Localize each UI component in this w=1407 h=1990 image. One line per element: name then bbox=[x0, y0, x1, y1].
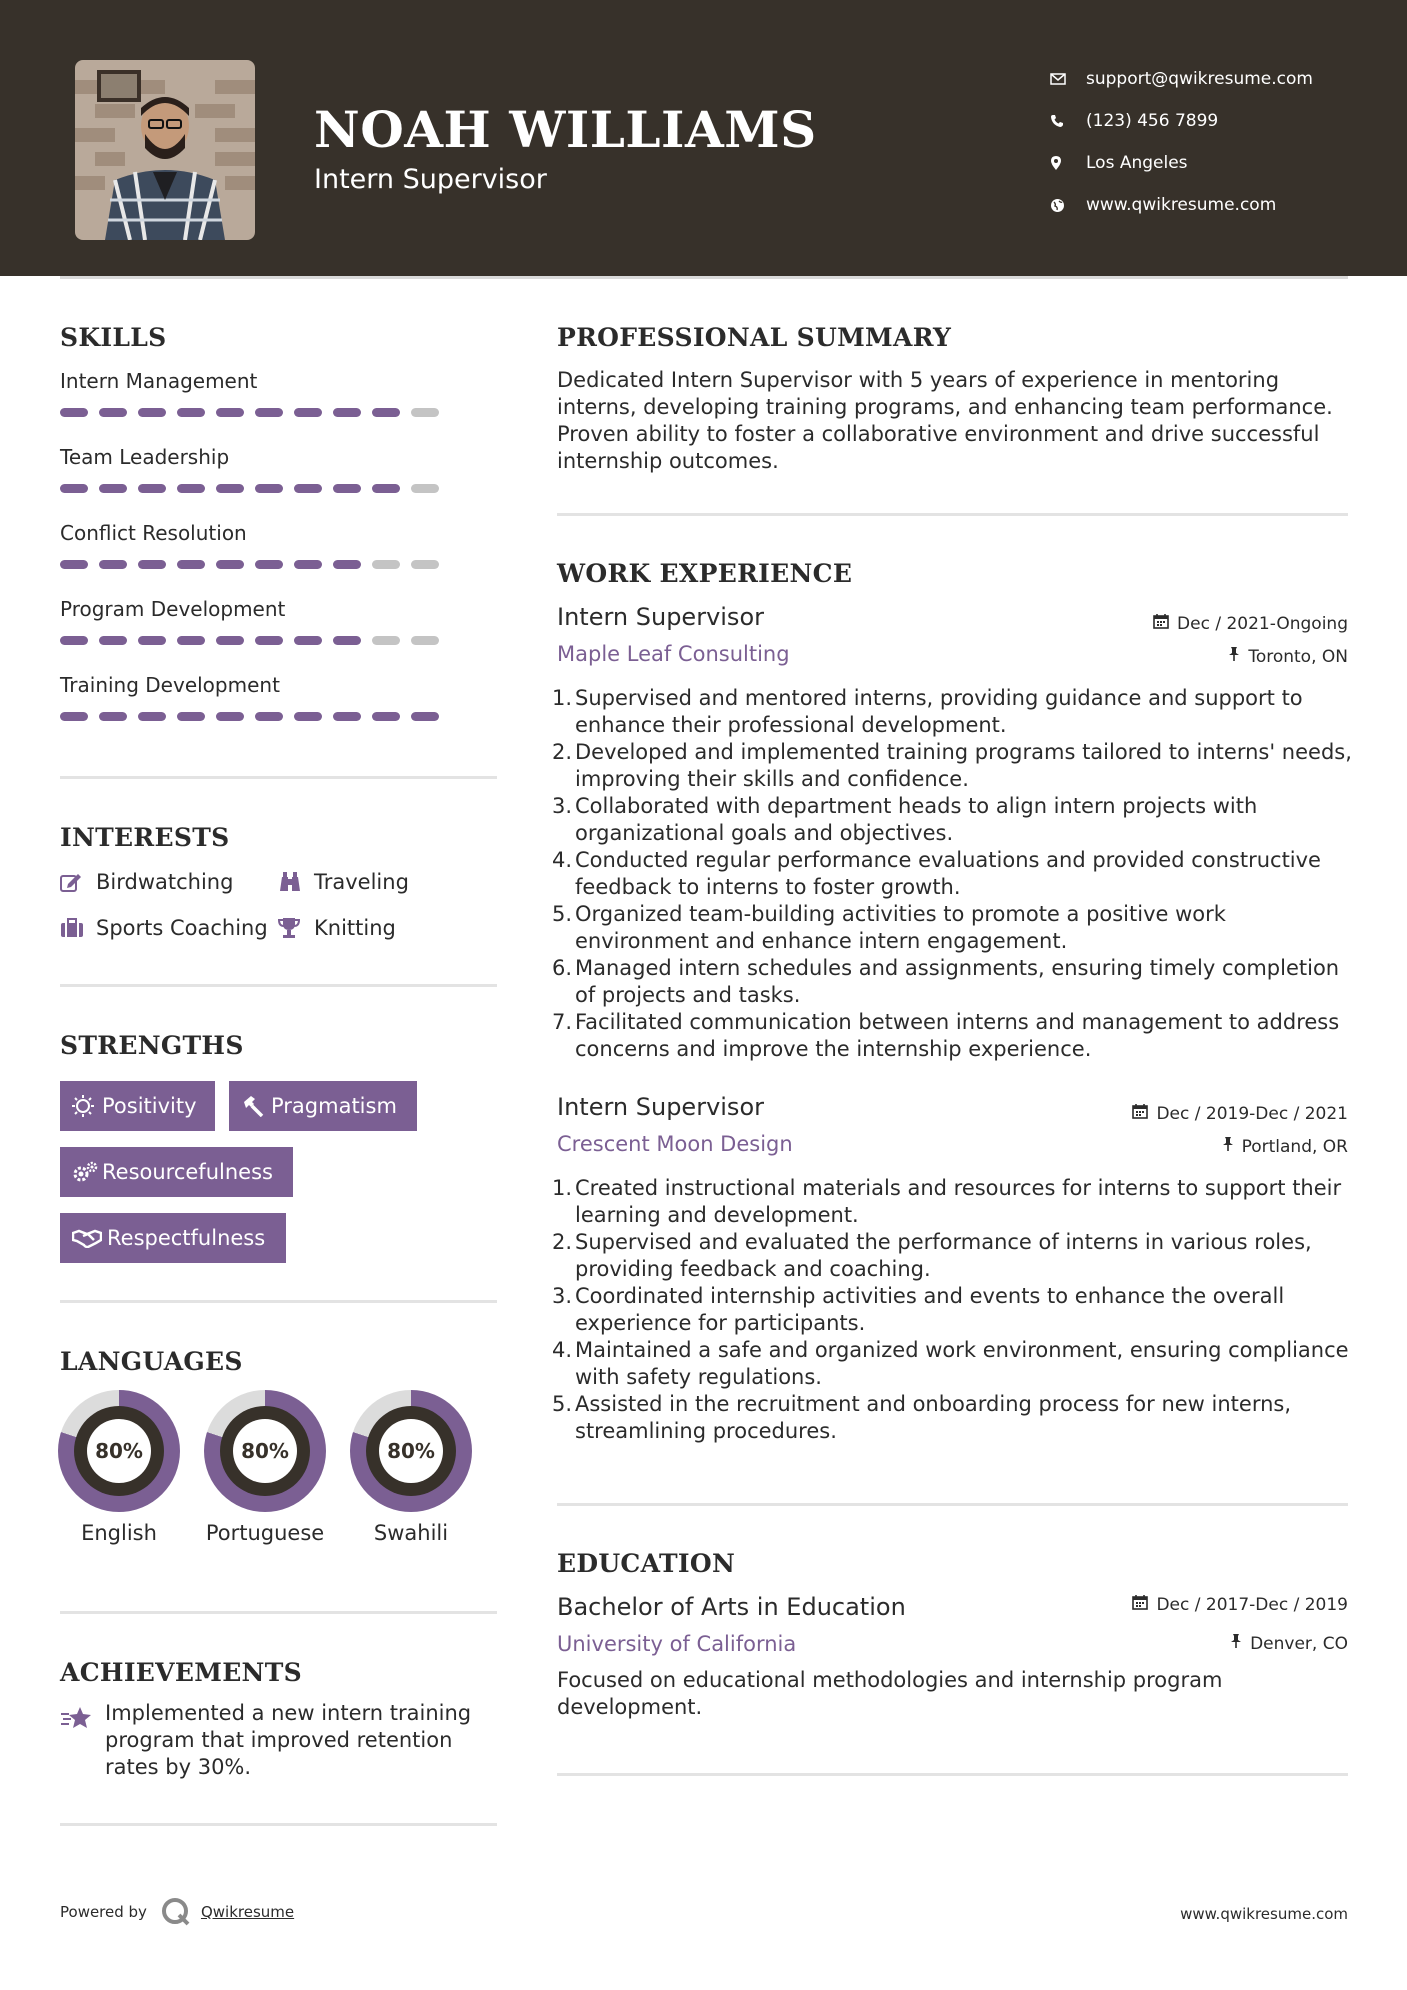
education-dates-text: Dec / 2017-Dec / 2019 bbox=[1156, 1594, 1348, 1615]
handshake-icon bbox=[72, 1228, 107, 1248]
job-title: Intern Supervisor bbox=[557, 603, 764, 631]
rating-dot-filled bbox=[60, 636, 88, 645]
list-number: 1. bbox=[552, 1176, 573, 1200]
responsibility-item bbox=[552, 1337, 1352, 1391]
skill-item bbox=[60, 670, 460, 746]
rating-dot-filled bbox=[255, 560, 283, 569]
briefcase-icon bbox=[60, 918, 96, 938]
language-item bbox=[58, 1390, 180, 1547]
language-progress-ring bbox=[58, 1390, 180, 1512]
rating-dot-filled bbox=[138, 484, 166, 493]
responsibility-text: Supervised and evaluated the performance of interns in various roles, providing feedback and coaching. bbox=[575, 1230, 1312, 1281]
skill-name: Team Leadership bbox=[60, 445, 230, 469]
pushpin-icon bbox=[1230, 1633, 1242, 1654]
job-dates-text: Dec / 2021-Ongoing bbox=[1177, 613, 1348, 634]
responsibility-text: Organized team-building activities to promote a positive work environment and enhance intern engagement. bbox=[575, 902, 1226, 953]
strength-label: Positivity bbox=[102, 1094, 197, 1118]
skill-rating bbox=[60, 712, 460, 721]
achievement-item bbox=[60, 1700, 500, 1781]
list-number: 5. bbox=[552, 902, 573, 926]
rating-dot-filled bbox=[138, 560, 166, 569]
rating-dot-filled bbox=[216, 636, 244, 645]
job-location bbox=[1222, 1136, 1348, 1157]
profile-photo bbox=[75, 60, 255, 240]
contact-email-text: support@qwikresume.com bbox=[1086, 69, 1313, 89]
job-dates bbox=[1132, 1103, 1348, 1124]
rating-dot-filled bbox=[255, 484, 283, 493]
responsibility-item bbox=[552, 901, 1352, 955]
section-divider bbox=[60, 1611, 497, 1614]
rating-dot-filled bbox=[177, 636, 205, 645]
skill-rating bbox=[60, 636, 460, 645]
list-number: 2. bbox=[552, 1230, 573, 1254]
footer-website[interactable]: www.qwikresume.com bbox=[1180, 1905, 1348, 1923]
job-dates-text: Dec / 2019-Dec / 2021 bbox=[1156, 1103, 1348, 1124]
rating-dot-filled bbox=[294, 712, 322, 721]
job-dates bbox=[1153, 613, 1348, 634]
candidate-role: Intern Supervisor bbox=[314, 164, 547, 195]
rating-dot-empty bbox=[411, 484, 439, 493]
achievement-text: Implemented a new intern training program that improved retention rates by 30%. bbox=[105, 1701, 472, 1779]
interests-heading: INTERESTS bbox=[60, 823, 230, 852]
skill-item bbox=[60, 442, 460, 518]
rating-dot-filled bbox=[99, 408, 127, 417]
responsibility-item bbox=[552, 739, 1352, 793]
rating-dot-filled bbox=[372, 712, 400, 721]
rating-dot-filled bbox=[216, 484, 244, 493]
contact-email[interactable] bbox=[1050, 58, 1313, 100]
calendar-icon bbox=[1132, 1594, 1148, 1615]
language-item bbox=[204, 1390, 326, 1547]
footer-powered-by bbox=[60, 1897, 294, 1927]
rating-dot-filled bbox=[333, 484, 361, 493]
responsibility-text: Facilitated communication between interns and management to address concerns and improve the internship experience. bbox=[575, 1010, 1340, 1061]
shooting-star-icon bbox=[60, 1700, 105, 1781]
responsibility-text: Coordinated internship activities and events to enhance the overall experience for participants. bbox=[575, 1284, 1285, 1335]
education-description: Focused on educational methodologies and internship program development. bbox=[557, 1668, 1223, 1719]
calendar-icon bbox=[1132, 1103, 1148, 1124]
interest-item bbox=[278, 866, 478, 898]
skill-name: Program Development bbox=[60, 597, 286, 621]
responsibility-item bbox=[552, 1283, 1352, 1337]
sun-icon bbox=[72, 1095, 102, 1117]
rating-dot-filled bbox=[177, 712, 205, 721]
skills-heading: SKILLS bbox=[60, 323, 167, 352]
achievements-heading: ACHIEVEMENTS bbox=[60, 1658, 302, 1687]
rating-dot-filled bbox=[294, 484, 322, 493]
pushpin-icon bbox=[1228, 646, 1240, 667]
section-divider bbox=[60, 984, 497, 987]
language-name: Portuguese bbox=[205, 1521, 325, 1545]
rating-dot-filled bbox=[255, 636, 283, 645]
job-location-text: Toronto, ON bbox=[1248, 646, 1348, 667]
list-number: 5. bbox=[552, 1392, 573, 1416]
job-location bbox=[1228, 646, 1348, 667]
contact-phone[interactable] bbox=[1050, 100, 1313, 142]
rating-dot-filled bbox=[60, 560, 88, 569]
contact-website[interactable] bbox=[1050, 184, 1313, 226]
responsibility-item bbox=[552, 847, 1352, 901]
language-percent: 80% bbox=[379, 1419, 443, 1483]
rating-dot-filled bbox=[333, 636, 361, 645]
rating-dot-filled bbox=[99, 484, 127, 493]
map-pin-icon bbox=[1050, 155, 1086, 171]
interest-item bbox=[60, 912, 278, 944]
list-number: 6. bbox=[552, 956, 573, 980]
trophy-icon bbox=[278, 917, 314, 939]
interests-list bbox=[60, 866, 480, 944]
interest-item bbox=[278, 912, 478, 944]
strength-badge bbox=[229, 1081, 417, 1131]
list-number: 2. bbox=[552, 740, 573, 764]
experience-heading: WORK EXPERIENCE bbox=[557, 559, 853, 588]
gears-icon bbox=[72, 1161, 102, 1183]
strength-badge bbox=[60, 1081, 215, 1131]
pushpin-icon bbox=[1222, 1136, 1234, 1157]
responsibility-item bbox=[552, 1009, 1352, 1063]
summary-text: Dedicated Intern Supervisor with 5 years of experience in mentoring interns, developing training programs, and enhancing team performance. Proven ability to foster a collaborative environment and drive successful internship outcomes. bbox=[557, 368, 1333, 473]
rating-dot-filled bbox=[60, 484, 88, 493]
responsibility-text: Collaborated with department heads to align intern projects with organizational goals and objectives. bbox=[575, 794, 1258, 845]
list-number: 4. bbox=[552, 1338, 573, 1362]
rating-dot-filled bbox=[99, 712, 127, 721]
education-location-text: Denver, CO bbox=[1250, 1633, 1348, 1654]
rating-dot-filled bbox=[294, 636, 322, 645]
section-divider bbox=[60, 776, 497, 779]
binoculars-icon bbox=[278, 871, 314, 893]
language-item bbox=[350, 1390, 472, 1547]
languages-heading: LANGUAGES bbox=[60, 1347, 243, 1376]
strength-label: Respectfulness bbox=[107, 1226, 266, 1250]
rating-dot-empty bbox=[372, 560, 400, 569]
rating-dot-empty bbox=[411, 560, 439, 569]
degree-title: Bachelor of Arts in Education bbox=[557, 1593, 906, 1621]
responsibility-text: Developed and implemented training programs tailored to interns' needs, improving their skills and confidence. bbox=[575, 740, 1352, 791]
skill-item bbox=[60, 594, 460, 670]
section-divider bbox=[557, 513, 1348, 516]
skill-item bbox=[60, 518, 460, 594]
phone-icon bbox=[1050, 114, 1086, 128]
strength-badge bbox=[60, 1147, 293, 1197]
language-progress-ring bbox=[204, 1390, 326, 1512]
list-number: 4. bbox=[552, 848, 573, 872]
rating-dot-filled bbox=[294, 408, 322, 417]
job-location-text: Portland, OR bbox=[1241, 1136, 1348, 1157]
interest-label: Sports Coaching bbox=[96, 916, 268, 940]
header-divider bbox=[60, 276, 1348, 279]
job-responsibilities bbox=[552, 685, 1352, 1063]
list-number: 7. bbox=[552, 1010, 573, 1034]
education-dates bbox=[1132, 1594, 1348, 1615]
rating-dot-filled bbox=[255, 408, 283, 417]
contact-website-text: www.qwikresume.com bbox=[1086, 195, 1277, 215]
calendar-icon bbox=[1153, 613, 1169, 634]
job-title: Intern Supervisor bbox=[557, 1093, 764, 1121]
rating-dot-filled bbox=[255, 712, 283, 721]
language-name: Swahili bbox=[373, 1521, 449, 1545]
rating-dot-filled bbox=[216, 560, 244, 569]
rating-dot-filled bbox=[333, 560, 361, 569]
company-name: Crescent Moon Design bbox=[557, 1132, 793, 1156]
responsibility-item bbox=[552, 793, 1352, 847]
list-number: 1. bbox=[552, 686, 573, 710]
skill-name: Intern Management bbox=[60, 369, 258, 393]
envelope-icon bbox=[1050, 73, 1086, 85]
contact-phone-text: (123) 456 7899 bbox=[1086, 111, 1219, 131]
interest-label: Traveling bbox=[314, 870, 409, 894]
interest-label: Birdwatching bbox=[96, 870, 234, 894]
company-name: Maple Leaf Consulting bbox=[557, 642, 790, 666]
skill-item bbox=[60, 366, 460, 442]
resume-header bbox=[0, 0, 1407, 276]
responsibility-item bbox=[552, 955, 1352, 1009]
responsibility-item bbox=[552, 1391, 1352, 1445]
hammer-icon bbox=[241, 1095, 271, 1117]
strength-label: Pragmatism bbox=[271, 1094, 397, 1118]
qwikresume-logo-icon bbox=[161, 1897, 191, 1927]
rating-dot-filled bbox=[177, 408, 205, 417]
globe-icon bbox=[1050, 198, 1086, 213]
rating-dot-filled bbox=[216, 712, 244, 721]
rating-dot-filled bbox=[138, 636, 166, 645]
responsibility-item bbox=[552, 685, 1352, 739]
skill-rating bbox=[60, 560, 460, 569]
contact-location-text: Los Angeles bbox=[1086, 153, 1188, 173]
rating-dot-empty bbox=[411, 636, 439, 645]
rating-dot-filled bbox=[333, 408, 361, 417]
summary-heading: PROFESSIONAL SUMMARY bbox=[557, 323, 952, 352]
rating-dot-filled bbox=[60, 712, 88, 721]
rating-dot-filled bbox=[99, 560, 127, 569]
rating-dot-filled bbox=[138, 408, 166, 417]
language-progress-ring bbox=[350, 1390, 472, 1512]
rating-dot-filled bbox=[138, 712, 166, 721]
section-divider bbox=[60, 1300, 497, 1303]
interest-label: Knitting bbox=[314, 916, 396, 940]
skill-rating bbox=[60, 408, 460, 417]
strengths-heading: STRENGTHS bbox=[60, 1031, 244, 1060]
contact-list bbox=[1050, 58, 1313, 226]
school-name: University of California bbox=[557, 1632, 797, 1656]
rating-dot-filled bbox=[177, 560, 205, 569]
responsibility-text: Maintained a safe and organized work environment, ensuring compliance with safety regulations. bbox=[575, 1338, 1349, 1389]
responsibility-text: Conducted regular performance evaluations and provided constructive feedback to interns to foster growth. bbox=[575, 848, 1321, 899]
rating-dot-empty bbox=[411, 408, 439, 417]
rating-dot-filled bbox=[372, 484, 400, 493]
language-percent: 80% bbox=[233, 1419, 297, 1483]
skill-rating bbox=[60, 484, 460, 493]
section-divider bbox=[557, 1503, 1348, 1506]
contact-location bbox=[1050, 142, 1313, 184]
rating-dot-filled bbox=[60, 408, 88, 417]
rating-dot-filled bbox=[99, 636, 127, 645]
rating-dot-filled bbox=[372, 408, 400, 417]
list-number: 3. bbox=[552, 794, 573, 818]
candidate-name: NOAH WILLIAMS bbox=[314, 100, 817, 159]
strength-label: Resourcefulness bbox=[102, 1160, 273, 1184]
language-percent: 80% bbox=[87, 1419, 151, 1483]
rating-dot-filled bbox=[411, 712, 439, 721]
strength-badge bbox=[60, 1213, 286, 1263]
skills-list bbox=[60, 366, 460, 746]
responsibility-text: Managed intern schedules and assignments, ensuring timely completion of projects and tasks. bbox=[575, 956, 1340, 1007]
rating-dot-filled bbox=[216, 408, 244, 417]
rating-dot-filled bbox=[333, 712, 361, 721]
responsibility-text: Created instructional materials and resources for interns to support their learning and development. bbox=[575, 1176, 1342, 1227]
rating-dot-empty bbox=[372, 636, 400, 645]
section-divider bbox=[60, 1823, 497, 1826]
rating-dot-filled bbox=[294, 560, 322, 569]
skill-name: Training Development bbox=[60, 673, 280, 697]
responsibility-item bbox=[552, 1229, 1352, 1283]
edit-icon bbox=[60, 872, 96, 892]
list-number: 3. bbox=[552, 1284, 573, 1308]
education-heading: EDUCATION bbox=[557, 1549, 736, 1578]
powered-by-label: Powered by bbox=[60, 1903, 147, 1921]
skill-name: Conflict Resolution bbox=[60, 521, 247, 545]
interest-item bbox=[60, 866, 278, 898]
responsibility-item bbox=[552, 1175, 1352, 1229]
education-location bbox=[1230, 1633, 1348, 1654]
responsibility-text: Assisted in the recruitment and onboarding process for new interns, streamlining procedures. bbox=[575, 1392, 1292, 1443]
language-name: English bbox=[81, 1521, 157, 1545]
rating-dot-filled bbox=[177, 484, 205, 493]
job-responsibilities bbox=[552, 1175, 1352, 1445]
responsibility-text: Supervised and mentored interns, providing guidance and support to enhance their professional development. bbox=[575, 686, 1303, 737]
qwikresume-link[interactable]: Qwikresume bbox=[200, 1903, 295, 1921]
section-divider bbox=[557, 1773, 1348, 1776]
